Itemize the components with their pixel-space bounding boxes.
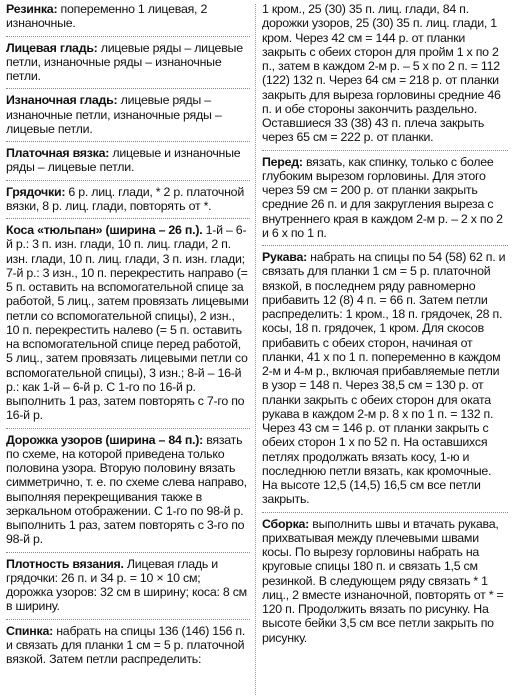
section-gauge [6, 557, 250, 614]
section-heading: Резинка: [6, 2, 58, 16]
section-separator [262, 150, 508, 151]
section-heading: Лицевая гладь: [6, 40, 98, 55]
section-body: Лицевая гладь и грядочки: 26 п. и 34 р. = 10 × 10 см; дорожка узоров: 32 см в ширину; коса: 8 см в ширину. [6, 556, 247, 614]
column-divider [255, 4, 256, 695]
section-body: выполнить швы и втачать рукава, прихватывая между плечевыми швами косы. По вырезу горловины набрать на круговые спицы 180 п. и связать 1,5 см резинкой. В следующем ряду связать * 1 лиц., 2 вместе изнаночной, повторять от * = 120 п. Продолжить вязать по рисунку. На высоте бейки 3,5 см все петли закрыть по рисунку. [262, 516, 504, 645]
section-heading: Рукава: [262, 250, 307, 264]
section-body: лицевые ряды – лицевые петли, изнаночные ряды – изнаночные петли. [6, 40, 243, 83]
section-heading: Плотность вязания. [6, 556, 124, 571]
section-stockinette [6, 41, 250, 84]
section-heading: Грядочки: [6, 184, 66, 199]
section-back [6, 624, 250, 667]
section-separator [6, 619, 250, 620]
right-column [262, 2, 508, 650]
section-body: попеременно 1 лицевая, 2 изнаночные. [6, 2, 208, 31]
section-separator [6, 36, 250, 37]
section-tulip-cable [6, 223, 250, 423]
section-heading: Сборка: [262, 516, 310, 531]
section-reverse-stockinette [6, 93, 250, 136]
section-body: вязать по схеме, на которой приведена только половина узора. Вторую половину вязать симметрично, т. е. по схеме слева направо, выполняя перекрещивания также в зеркальном отображении. С 1-го по 98-й р. выполнить 1 раз, затем повторять с 3-го по 98-й р. [6, 432, 247, 547]
section-separator [262, 512, 508, 513]
section-body: набрать на спицы по 54 (58) 62 п. и связать для планки 1 см = 5 р. платочной вязкой, в последнем ряду равномерно прибавить 12 (8) 4 п. = 66 п. Затем петли распределить: 1 кром., 18 п. грядочек, 28 п. косы, 18 п. грядочек, 1 кром. Для скосов прибавить с обеих сторон, начиная от планки, 41 х по 1 п. попеременно в каждом 2-м и 4-м р., включая прибавляемые петли в узор = 148 п. Через 38,5 см = 130 р. от планки закрыть с обеих сторон для оката рукава в каждом 2-м р. 8 х по 1 п. = 132 п. Через 43 см = 146 р. от планки закрыть с обеих сторон 1 х по 52 п. На оставшихся петлях продолжать вязать косу, 1-ю и последнюю петли вязать, как кромочные. На высоте 12,5 (14,5) 16,5 см все петли закрыть. [262, 250, 506, 507]
section-body: набрать на спицы 136 (146) 156 п. и связать для планки 1 см = 5 р. платочной вязкой. Затем петли распределить: [6, 623, 246, 666]
section-body: 1 кром., 25 (30) 35 п. лиц. глади, 84 п. дорожки узоров, 25 (30) 35 п. лиц. глади, 1 кром. Через 42 см = 144 р. от планки закрыть с обеих сторон для пройм 1 х по 2 п., затем в каждом 2-м р. – 5 х по 2 п. = 112 (122) 132 п. Через 64 см = 218 р. от планки закрыть для выреза горловины средние 46 п. и обе стороны закончить раздельно. Оставшиеся 33 (38) 43 п. плеча закрыть через 65 см = 222 р. от планки. [262, 2, 501, 145]
section-pattern-panel [6, 433, 250, 547]
section-garter [6, 146, 250, 175]
section-body: 1-й – 6-й р.: 3 п. изн. глади, 10 п. лиц. глади, 2 п. изн. глади, 10 п. лиц. глади, 3 п. изн. глади; 7-й р.: 3 изн., 10 п. перекрестить направо (= 5 п. оставить на вспомогательной спице за работой, 5 лиц., затем провязать лицевыми петли со вспомогательной спицы), 2 изн., 10 п. перекрестить налево (= 5 п. оставить на вспомогательной спице перед работой, 5 лиц., затем провязать лицевыми петли со вспомогательной спицы), 3 изн.; 8-й – 16-й р.: как 1-й – 6-й р. С 1-го по 16-й р. выполнить 1 раз, затем повторять с 7-го по 16-й р. [6, 223, 249, 423]
left-column [6, 2, 250, 671]
section-body: лицевые и изнаночные ряды – лицевые петли. [6, 146, 241, 175]
section-body: лицевые ряды – изнаночные петли, изнаночные ряды – лицевые петли. [6, 93, 222, 136]
section-separator [6, 141, 250, 142]
section-sleeves [262, 250, 508, 507]
section-heading: Платочная вязка: [6, 146, 110, 160]
section-heading: Перед: [262, 154, 303, 169]
section-separator [6, 88, 250, 89]
section-body: 6 р. лиц. глади, * 2 р. платочной вязки, 8 р. лиц. глади, повторять от *. [6, 184, 244, 213]
section-rubber-rib [6, 2, 250, 31]
section-heading: Спинка: [6, 623, 54, 638]
section-ridges [6, 185, 250, 214]
section-heading: Коса «тюльпан» (ширина – 26 п.). [6, 223, 203, 237]
section-heading: Дорожка узоров (ширина – 84 п.): [6, 432, 203, 447]
section-front [262, 155, 508, 241]
section-body: вязать, как спинку, только с более глубоким вырезом горловины. Для этого через 59 см = 200 р. от планки закрыть средние 26 п. и для закругления выреза с внутреннего края в каждом 2-м р. – 2 х по 2 и 6 х по 1 п. [262, 154, 503, 240]
section-separator [6, 428, 250, 429]
section-back-continued [262, 2, 508, 145]
section-heading: Изнаночная гладь: [6, 93, 118, 108]
section-separator [6, 180, 250, 181]
section-assembly [262, 517, 508, 645]
section-separator [6, 552, 250, 553]
section-separator [6, 218, 250, 219]
section-separator [262, 245, 508, 246]
